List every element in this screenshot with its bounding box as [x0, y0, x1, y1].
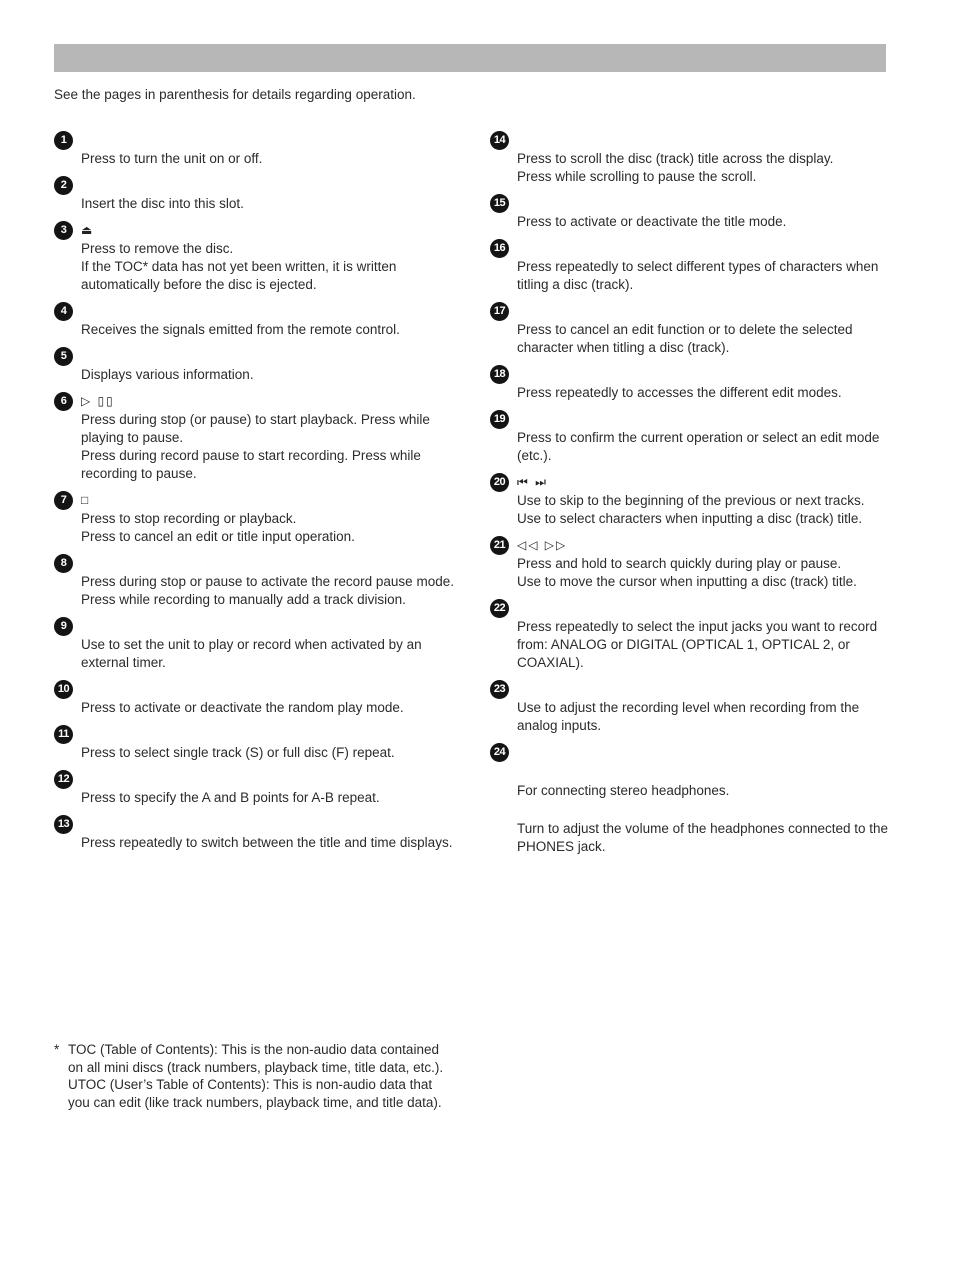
item-symbol [54, 302, 454, 321]
item-symbol: ⏮ ⏭ [517, 475, 548, 489]
item-symbol [54, 815, 454, 834]
item-symbol [490, 365, 890, 384]
item-number-badge: 1 [54, 131, 73, 150]
item-6 [54, 392, 454, 483]
item-18 [490, 365, 890, 402]
item-description: Press to specify the A and B points for A-B repeat. [81, 790, 380, 805]
item-symbol [54, 770, 454, 789]
item-5 [54, 347, 454, 384]
item-description: Press to stop recording or playback. Press to cancel an edit or title input operation. [81, 511, 355, 544]
item-symbol [54, 617, 454, 636]
item-symbol [54, 554, 454, 573]
item-20 [490, 473, 890, 528]
item-number-badge: 22 [490, 599, 509, 618]
item-number-badge: 24 [490, 743, 509, 762]
item-14 [490, 131, 890, 186]
item-10 [54, 680, 454, 717]
item-number-badge: 3 [54, 221, 73, 240]
item-number-badge: 21 [490, 536, 509, 555]
item-number-badge: 8 [54, 554, 73, 573]
item-13 [54, 815, 454, 852]
item-description: Press to select single track (S) or full disc (F) repeat. [81, 745, 395, 760]
item-number-badge: 19 [490, 410, 509, 429]
item-number-badge: 5 [54, 347, 73, 366]
item-description: Use to set the unit to play or record when activated by an external timer. [81, 637, 422, 670]
item-number-badge: 13 [54, 815, 73, 834]
item-description: Press to activate or deactivate the title mode. [517, 214, 787, 229]
item-description: Press to confirm the current operation or select an edit mode (etc.). [517, 430, 880, 463]
item-number-badge: 15 [490, 194, 509, 213]
item-number-badge: 10 [54, 680, 73, 699]
left-column [54, 131, 454, 860]
item-3 [54, 221, 454, 294]
item-2 [54, 176, 454, 213]
item-description: Press to remove the disc. If the TOC* data has not yet been written, it is written automatically before the disc is ejected. [81, 241, 397, 292]
item-number-badge: 7 [54, 491, 73, 510]
item-symbol: ▷ ▯▯ [81, 394, 115, 408]
item-symbol [490, 131, 890, 150]
item-symbol [54, 347, 454, 366]
item-number-badge: 2 [54, 176, 73, 195]
item-description: Press during stop (or pause) to start playback. Press while playing to pause. Press during record pause to start recording. Press while recording to pause. [81, 412, 430, 481]
item-description: Press during stop or pause to activate the record pause mode. Press while recording to manually add a track division. [81, 574, 454, 607]
item-12 [54, 770, 454, 807]
item-symbol: ⏏ [81, 223, 95, 237]
item-symbol [490, 302, 890, 321]
item-description-extra: Turn to adjust the volume of the headphones connected to the PHONES jack. [517, 821, 889, 854]
item-1 [54, 131, 454, 168]
intro-text: See the pages in parenthesis for details regarding operation. [54, 87, 416, 102]
item-symbol [54, 176, 454, 195]
item-description: Press repeatedly to select different types of characters when titling a disc (track). [517, 259, 879, 292]
item-11 [54, 725, 454, 762]
item-7 [54, 491, 454, 546]
item-number-badge: 20 [490, 473, 509, 492]
header-bar [54, 44, 886, 72]
item-symbol [54, 725, 454, 744]
item-description: Press repeatedly to select the input jacks you want to record from: ANALOG or DIGITAL (OPTICAL 1, OPTICAL 2, or COAXIAL). [517, 619, 878, 670]
item-number-badge: 6 [54, 392, 73, 411]
footnote [54, 1041, 454, 1111]
item-symbol [54, 680, 454, 699]
item-4 [54, 302, 454, 339]
item-9 [54, 617, 454, 672]
item-description: Press repeatedly to accesses the different edit modes. [517, 385, 842, 400]
item-number-badge: 14 [490, 131, 509, 150]
item-description: Use to adjust the recording level when recording from the analog inputs. [517, 700, 860, 733]
item-number-badge: 18 [490, 365, 509, 384]
item-23 [490, 680, 890, 735]
item-description: Press to activate or deactivate the random play mode. [81, 700, 404, 715]
item-symbol [490, 680, 890, 699]
item-description: Press repeatedly to switch between the title and time displays. [81, 835, 453, 850]
item-description: Displays various information. [81, 367, 254, 382]
footnote-mark: * [54, 1042, 60, 1057]
item-symbol: ◁◁ ▷▷ [517, 538, 568, 552]
item-8 [54, 554, 454, 609]
item-number-badge: 11 [54, 725, 73, 744]
item-symbol [490, 743, 890, 762]
item-number-badge: 9 [54, 617, 73, 636]
item-21 [490, 536, 890, 591]
item-17 [490, 302, 890, 357]
item-description: Press to cancel an edit function or to delete the selected character when titling a disc (track). [517, 322, 853, 355]
item-22 [490, 599, 890, 672]
item-symbol [54, 131, 454, 150]
item-15 [490, 194, 890, 231]
item-symbol [490, 410, 890, 429]
item-number-badge: 4 [54, 302, 73, 321]
item-description: Press and hold to search quickly during play or pause. Use to move the cursor when inputting a disc (track) title. [517, 556, 857, 589]
item-description: Use to skip to the beginning of the previous or next tracks. Use to select characters when inputting a disc (track) title. [517, 493, 865, 526]
item-description: For connecting stereo headphones. [517, 783, 730, 798]
item-symbol [490, 239, 890, 258]
right-column [490, 131, 890, 856]
item-description: Insert the disc into this slot. [81, 196, 244, 211]
item-16 [490, 239, 890, 294]
item-symbol: □ [81, 493, 91, 507]
item-number-badge: 17 [490, 302, 509, 321]
item-description: Press to scroll the disc (track) title across the display. Press while scrolling to pause the scroll. [517, 151, 834, 184]
item-symbol [490, 194, 890, 213]
footnote-text: TOC (Table of Contents): This is the non-audio data contained on all mini discs (track numbers, playback time, title data, etc.). UTOC (User’s Table of Contents): This is non-audio data that you can edit (like track numbers, playback time, and title data). [68, 1042, 444, 1110]
item-24 [490, 743, 890, 856]
item-description: Receives the signals emitted from the remote control. [81, 322, 400, 337]
item-number-badge: 23 [490, 680, 509, 699]
item-19 [490, 410, 890, 465]
item-number-badge: 16 [490, 239, 509, 258]
item-symbol [490, 599, 890, 618]
item-number-badge: 12 [54, 770, 73, 789]
item-description: Press to turn the unit on or off. [81, 151, 263, 166]
